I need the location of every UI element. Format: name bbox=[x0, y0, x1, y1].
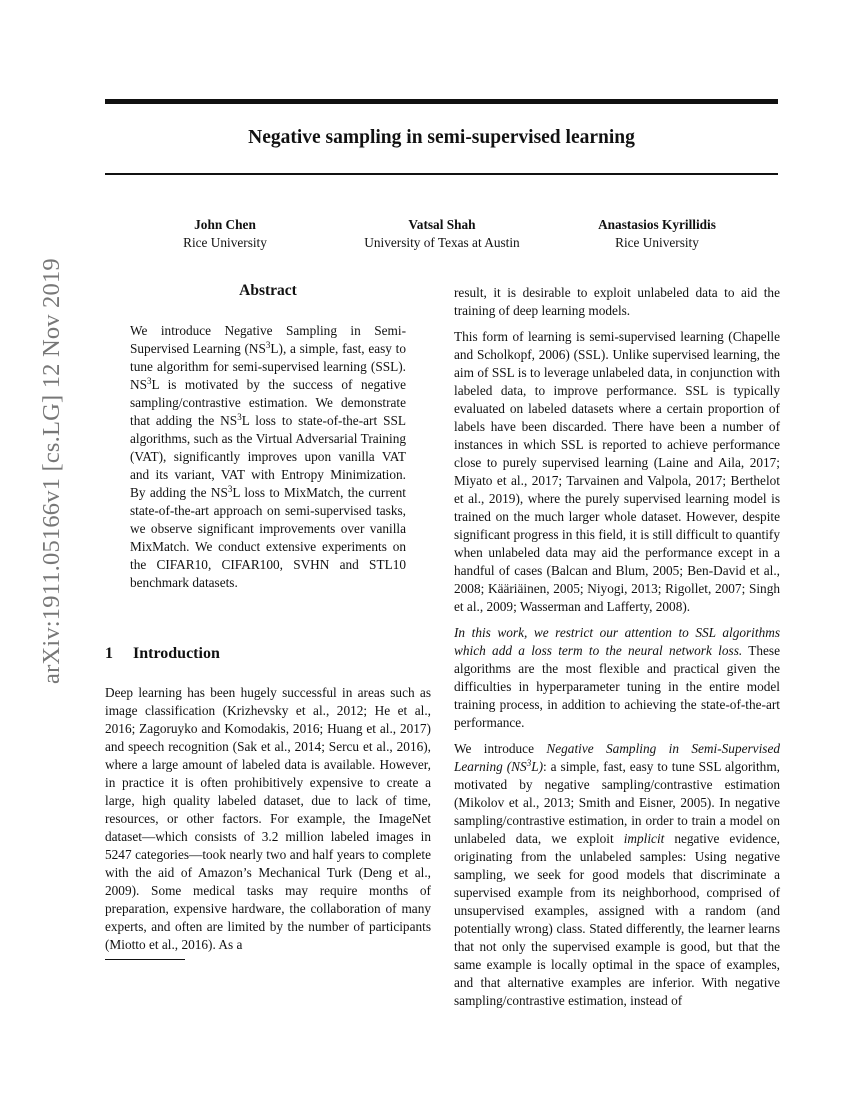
author-affiliation: Rice University bbox=[183, 235, 267, 250]
author-name: Anastasios Kyrillidis bbox=[598, 217, 716, 232]
paragraph-contribution: We introduce Negative Sampling in Semi-Supervised Learning $(NS^3L)$: a simple, fast, easy to tune SSL algorithm, motivated by negative sampling/contrastive estimation (Mikolov et al., 2013; Smith and Eisner, 2005). In negative sampling/contrastive estimation, in order to train a model on unlabeled data, we exploit implicit negative evidence, originating from the unlabeled samples: Using negative sampling, we seek for good models that discriminate a supervised example from its neighborhood, comprised of unsupervised examples, assigned with a random (and potentially wrong) class. Stated differently, the learner learns that not only the supervised example is good, but that the same example is locally optimal in the space of examples, and that alternative examples are inferior. With negative sampling/contrastive estimation, instead of bbox=[454, 741, 780, 1008]
title-bottom-rule bbox=[105, 173, 778, 175]
author-affiliation: Rice University bbox=[615, 235, 699, 250]
section-title: Introduction bbox=[133, 645, 220, 662]
paragraph-continuation: result, it is desirable to exploit unlabeled data to aid the training of deep learning models. bbox=[454, 285, 780, 318]
author-3 bbox=[542, 216, 772, 252]
paper-title: Negative sampling in semi-supervised learning bbox=[248, 127, 635, 148]
abstract-body: We introduce Negative Sampling in Semi-Supervised Learning $(NS^3L)$, a simple, fast, easy to tune algorithm for semi-supervised learning (SSL). $NS^3L$ is motivated by the success of negative sampling/contrastive estimation. We demonstrate that adding the $NS^3L$ loss to state-of-the-art SSL algorithms, such as the Virtual Adversarial Training (VAT), significantly improves upon vanilla VAT and its variant, VAT with Entropy Minimization. By adding the $NS^3L$ loss to MixMatch, the current state-of-the-art approach on semi-supervised tasks, we observe significant improvements over vanilla MixMatch. We conduct extensive experiments on the CIFAR10, CIFAR100, SVHN and STL10 benchmark datasets. bbox=[130, 323, 407, 590]
arxiv-identifier: arXiv:1911.05166v1 [cs.LG] 12 Nov 2019 bbox=[38, 258, 65, 684]
author-name: John Chen bbox=[194, 217, 256, 232]
paragraph-ssl-definition: This form of learning is semi-supervised learning (Chapelle and Scholkopf, 2006) (SSL). Unlike supervised learning, the aim of SSL is to leverage unlabeled data, in conjunction with labeled data, to improve performance. SSL is typically evaluated on labeled datasets where a certain proportion of labels have been discarded. There have been a number of instances in which SSL is reported to achieve performance close to purely supervised learning (Laine and Aila, 2017; Miyato et al., 2017; Tarvainen and Valpola, 2017; Berthelot et al., 2019), where the purely supervised learning model is trained on the much larger whole dataset. However, despite significant progress in this field, it is still difficult to quantify when unlabeled data may aid the performance except in a handful of cases (Balcan and Blum, 2005; Ben-David et al., 2008; Kääriäinen, 2005; Niyogi, 2013; Rigollet, 2007; Singh et al., 2009; Wasserman and Lafferty, 2008). bbox=[454, 329, 780, 614]
paragraph-scope: In this work, we restrict our attention to SSL algorithms which add a loss term to the neural network loss. These algorithms are the most flexible and practical given the difficulties in hyperparameter tuning in the entire model training process, in addition to achieving the state-of-the-art performance. bbox=[454, 625, 780, 730]
introduction-paragraph-1: Deep learning has been hugely successful in areas such as image classification (Krizhevsky et al., 2012; He et al., 2016; Zagoruyko and Komodakis, 2016; Huang et al., 2017) and speech recognition (Sak et al., 2014; Sercu et al., 2016), where a large amount of labeled data is available. However, in practice it is often prohibitively expensive to create a large, high quality labeled dataset, due to lack of time, resources, or other factors. For example, the ImageNet dataset—which consists of 3.2 million labeled images in 5247 categories—took nearly two and half years to complete with the aid of Amazon’s Mechanical Turk (Deng et al., 2009). Some medical tasks may require months of preparation, expensive hardware, the collaboration of many experts, and often are limited by the number of participants (Miotto et al., 2016). As a bbox=[105, 685, 431, 952]
footnote-rule bbox=[105, 959, 185, 960]
title-top-rule bbox=[105, 99, 778, 104]
author-2 bbox=[327, 216, 557, 252]
right-column bbox=[454, 284, 780, 1018]
author-affiliation: University of Texas at Austin bbox=[364, 235, 520, 250]
section-heading-introduction bbox=[105, 645, 220, 663]
author-1 bbox=[110, 216, 340, 252]
abstract-heading: Abstract bbox=[239, 282, 297, 299]
author-name: Vatsal Shah bbox=[408, 217, 476, 232]
section-number: 1 bbox=[105, 645, 113, 662]
